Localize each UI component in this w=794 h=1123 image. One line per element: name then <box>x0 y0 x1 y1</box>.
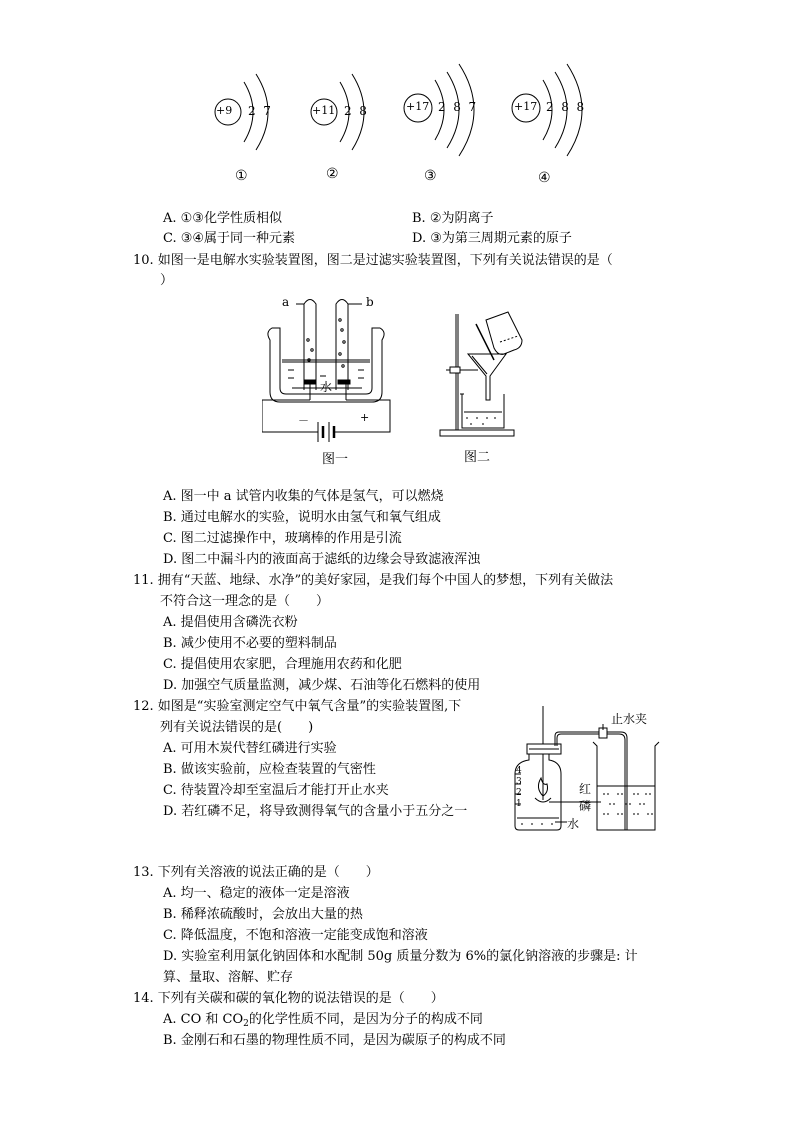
graduation-1: 1 <box>516 799 522 809</box>
atom-1-label: ① <box>235 168 248 184</box>
q12-option-b: B. 做该实验前，应检查装置的气密性 <box>163 762 376 777</box>
q10-option-a: A. 图一中 a 试管内收集的气体是氢气，可以燃烧 <box>163 489 444 504</box>
atom-3-shells: 2 8 7 <box>438 100 477 114</box>
atom-2-nucleus: +11 <box>312 104 336 117</box>
q10-option-c: C. 图二过滤操作中，玻璃棒的作用是引流 <box>163 531 402 546</box>
q11-option-c: C. 提倡使用农家肥，合理施用农药和化肥 <box>163 657 402 672</box>
q10-stem-line2: ） <box>160 273 174 288</box>
atom-4-shells: 2 8 8 <box>546 100 585 114</box>
q12-stem-line1: 12. 如图是“实验室测定空气中氧气含量”的实验装置图,下 <box>133 699 462 714</box>
q10-option-b: B. 通过电解水的实验，说明水由氢气和氧气组成 <box>163 510 441 525</box>
q13-option-a: A. 均一、稳定的液体一定是溶液 <box>163 886 350 901</box>
atom-2-shells: 2 8 <box>344 104 367 118</box>
atom-1-nucleus: +9 <box>216 104 233 117</box>
electrolysis-apparatus-figure <box>262 290 392 465</box>
figure-1-caption: 图一 <box>322 452 349 467</box>
atom-3-label: ③ <box>424 168 437 184</box>
filtration-apparatus-figure <box>436 308 546 466</box>
atom-1-shells: 2 7 <box>248 104 271 118</box>
q10-option-d: D. 图二中漏斗内的液面高于滤纸的边缘会导致滤液浑浊 <box>163 552 481 567</box>
figure-2-caption: 图二 <box>464 450 491 465</box>
graduation-4: 4 <box>516 766 522 776</box>
q12-option-a: A. 可用木炭代替红磷进行实验 <box>163 741 337 756</box>
tube-label-b: b <box>366 295 374 309</box>
graduation-3: 3 <box>516 777 522 787</box>
q11-stem-line2: 不符合这一理念的是（ ） <box>160 594 330 609</box>
q9-option-d: D. ③为第三周期元素的原子 <box>412 231 572 246</box>
red-phosphorus-label-2: 磷 <box>579 799 592 813</box>
plus-terminal-label: + <box>360 411 370 424</box>
minus-terminal-label: － <box>298 414 309 427</box>
q14-option-a-post: 的化学性质不同，是因为分子的构成不同 <box>248 1012 483 1027</box>
q14-option-a-subscript: 2 <box>243 1019 249 1029</box>
water-label: 水 <box>320 380 333 394</box>
red-phosphorus-label-1: 红 <box>579 782 592 796</box>
q9-option-c: C. ③④属于同一种元素 <box>163 231 296 246</box>
atom-4-label: ④ <box>538 170 551 186</box>
q11-option-a: A. 提倡使用含磷洗衣粉 <box>163 615 298 630</box>
q14-stem: 14. 下列有关碳和碳的氧化物的说法错误的是（ ） <box>133 991 444 1006</box>
graduation-2: 2 <box>516 788 522 798</box>
q14-option-a <box>163 1011 483 1033</box>
oxygen-content-apparatus-figure <box>505 702 665 834</box>
filtration-svg <box>436 308 546 466</box>
q14-option-b: B. 金刚石和石墨的物理性质不同，是因为碳原子的构成不同 <box>163 1033 506 1048</box>
bottle-water-label: 水 <box>567 817 580 831</box>
q11-option-b: B. 减少使用不必要的塑料制品 <box>163 636 337 651</box>
q12-option-c: C. 待装置冷却至室温后才能打开止水夹 <box>163 783 389 798</box>
q10-stem-line1: 10. 如图一是电解水实验装置图，图二是过滤实验装置图，下列有关说法错误的是（ <box>133 253 613 268</box>
atom-structure-diagrams <box>200 60 600 190</box>
q11-option-d: D. 加强空气质量监测，减少煤、石油等化石燃料的使用 <box>163 678 481 693</box>
atom-3-nucleus: +17 <box>406 100 430 113</box>
stopcock-clamp-label: 止水夹 <box>611 712 648 726</box>
q9-option-a: A. ①③化学性质相似 <box>163 211 282 226</box>
q13-option-d-line2: 算、量取、溶解、贮存 <box>163 970 294 985</box>
atom-4-nucleus: +17 <box>514 100 538 113</box>
q12-option-d: D. 若红磷不足，将导致测得氧气的含量小于五分之一 <box>163 804 468 819</box>
q9-option-b: B. ②为阴离子 <box>412 211 494 226</box>
q11-stem-line1: 11. 拥有“天蓝、地绿、水净”的美好家园，是我们每个中国人的梦想，下列有关做法 <box>133 573 614 588</box>
q13-option-d-line1: D. 实验室利用氯化钠固体和水配制 50g 质量分数为 6%的氯化钠溶液的步骤是: 计 <box>163 949 638 964</box>
tube-label-a: a <box>282 295 290 309</box>
q13-option-b: B. 稀释浓硫酸时，会放出大量的热 <box>163 907 363 922</box>
q13-stem: 13. 下列有关溶液的说法正确的是（ ） <box>133 865 379 880</box>
atom-2-label: ② <box>326 166 339 182</box>
q12-stem-line2: 列有关说法错误的是( ) <box>160 720 314 735</box>
q13-option-c: C. 降低温度，不饱和溶液一定能变成饱和溶液 <box>163 928 428 943</box>
q14-option-a-pre: A. CO 和 CO <box>163 1012 244 1027</box>
